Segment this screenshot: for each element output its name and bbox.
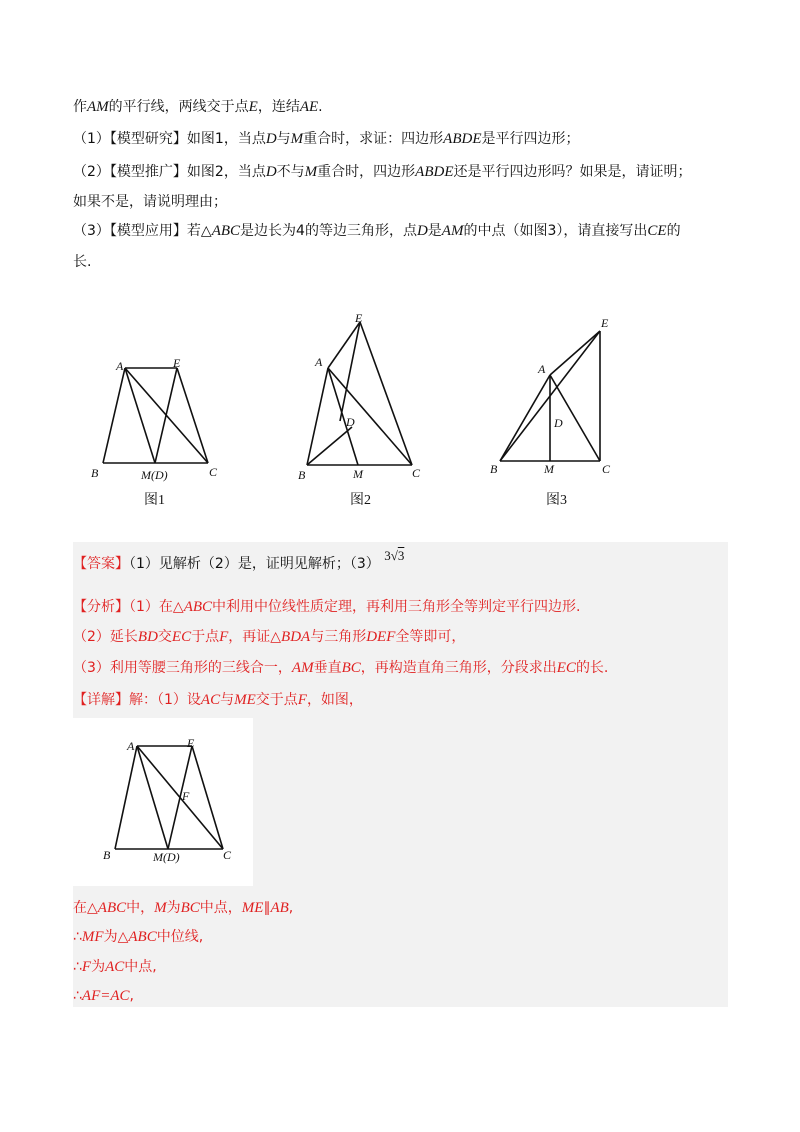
math: EC (171, 629, 192, 645)
question-2 (73, 162, 692, 182)
text: 作 (73, 99, 87, 115)
text: ∴ (73, 959, 82, 975)
text: 中利用中位线性质定理，再利用三角形全等判定平行四边形. (212, 599, 581, 615)
text: 中， (126, 900, 155, 916)
text: 解：（1）设 (129, 692, 201, 708)
math: M (290, 131, 304, 147)
question-3 (73, 221, 681, 241)
math: E (248, 99, 258, 115)
text: 长. (73, 254, 92, 270)
text: 为 (91, 959, 106, 975)
label-MD: M(D) (141, 468, 168, 482)
text: 的中点（如图3），请直接写出 (463, 223, 648, 239)
detail-line-intro (73, 690, 363, 710)
detail-step-4 (73, 986, 134, 1006)
text: 如果不是，请说明理由； (73, 194, 227, 210)
math: ABDE (443, 131, 482, 147)
text: ，连结 (257, 99, 300, 115)
math: F (81, 959, 92, 975)
text: 全等即可， (395, 629, 466, 645)
figure-2-svg (290, 308, 430, 483)
detail-step-3 (73, 957, 157, 977)
label-E: E (355, 311, 363, 325)
math: ABDE (415, 164, 454, 180)
text: 为 (166, 900, 181, 916)
text: , (129, 988, 134, 1004)
figure-1-svg (85, 352, 225, 482)
text: 重合时，四边形 (317, 164, 416, 180)
label-M: M (353, 467, 363, 481)
math: AM (441, 223, 464, 239)
question-2-cont (73, 192, 227, 212)
text: 不与 (276, 164, 305, 180)
text: 与 (220, 692, 235, 708)
answer-radicand: 3 (397, 548, 405, 563)
text: 重合时，求证：四边形 (303, 131, 444, 147)
analysis-tag: 【分析】 (73, 599, 129, 615)
text: 还是平行四边形吗？如果是，请证明； (453, 164, 692, 180)
math: EC (556, 660, 576, 676)
text: 是平行四边形； (481, 131, 580, 147)
math: F (219, 629, 229, 645)
label-A: A (538, 362, 546, 376)
figure-1 (85, 352, 225, 482)
math: ABC (183, 599, 213, 615)
text: ∥ (263, 900, 271, 916)
math: D (265, 131, 277, 147)
label-A: A (127, 739, 135, 753)
text: 中点, (124, 959, 157, 975)
question-1 (73, 129, 580, 149)
math: D (265, 164, 277, 180)
label-A: A (116, 359, 124, 373)
math: AB (270, 900, 289, 916)
text: ，再构造直角三角形，分段求出 (360, 660, 557, 676)
analysis-line-2 (73, 627, 465, 647)
label-M: M (544, 462, 554, 476)
math: AM (291, 660, 314, 676)
text: （3）【模型应用】若△ (73, 223, 212, 239)
detail-tag: 【详解】 (73, 692, 129, 708)
math: MF (81, 929, 104, 945)
label-C: C (223, 848, 232, 862)
figure-3 (486, 313, 626, 483)
text: , (288, 900, 294, 916)
answer-value: 3√3 (384, 548, 405, 563)
text: 与三角形 (310, 629, 367, 645)
math: DEF (366, 629, 396, 645)
solution-figure (95, 732, 245, 872)
detail-step-2 (73, 927, 203, 947)
text: 于点 (191, 629, 220, 645)
question-3-cont (73, 252, 91, 272)
math: AF=AC (81, 988, 130, 1004)
text: 的平行线，两线交于点 (108, 99, 249, 115)
text: 的长. (575, 660, 609, 676)
label-D: D (346, 415, 355, 429)
text: （1）在△ (129, 599, 184, 615)
label-MD: M(D) (153, 850, 180, 864)
math: ABC (97, 900, 127, 916)
text: （2）【模型推广】如图2，当点 (73, 164, 266, 180)
math: BDA (281, 629, 311, 645)
math: AE (299, 99, 319, 115)
text: 与 (276, 131, 291, 147)
label-C: C (602, 462, 611, 476)
text: 中点， (199, 900, 242, 916)
figure-1-caption: 图1 (144, 493, 165, 508)
math: ME (234, 692, 256, 708)
text: . (318, 99, 323, 115)
math: F (297, 692, 307, 708)
text: 垂直 (313, 660, 342, 676)
math: ME (241, 900, 264, 916)
solution-figure-svg (95, 732, 245, 872)
label-B: B (490, 462, 498, 476)
label-C: C (412, 466, 421, 480)
label-B: B (91, 466, 99, 480)
label-E: E (173, 356, 181, 370)
text: （1）【模型研究】如图1，当点 (73, 131, 266, 147)
problem-line-0 (73, 97, 323, 117)
text: 中位线, (156, 929, 204, 945)
figure-2 (290, 308, 430, 483)
answer-line (73, 548, 405, 574)
answer-tag: 【答案】 (73, 556, 129, 572)
label-F: F (182, 789, 190, 803)
math: CE (647, 223, 667, 239)
math: M (304, 164, 318, 180)
text: 交于点 (255, 692, 298, 708)
math: BD (137, 629, 158, 645)
text: 是 (427, 223, 442, 239)
math: D (416, 223, 428, 239)
label-D: D (554, 416, 563, 430)
label-E: E (187, 736, 195, 750)
figure-3-svg (486, 313, 626, 483)
math: M (154, 900, 167, 916)
math: AM (87, 99, 109, 115)
text: ，再证△ (228, 629, 282, 645)
analysis-line-3 (73, 658, 608, 678)
answer-coef: 3 (384, 548, 391, 563)
math: AC (105, 959, 125, 975)
label-A: A (315, 355, 323, 369)
analysis-line-1 (73, 597, 580, 617)
label-E: E (601, 316, 609, 330)
math: ABC (128, 929, 157, 945)
math: BC (341, 660, 361, 676)
text: ，如图， (306, 692, 363, 708)
answer-text: （1）见解析（2）是，证明见解析；（3） (129, 556, 380, 572)
text: ∴ (73, 929, 82, 945)
text: 是边长为4的等边三角形，点 (240, 223, 417, 239)
text: 在△ (73, 900, 98, 916)
text: 交 (157, 629, 172, 645)
figure-3-caption: 图3 (546, 493, 567, 508)
text: 为△ (103, 929, 129, 945)
label-C: C (209, 465, 218, 479)
text: ∴ (73, 988, 82, 1004)
label-B: B (103, 848, 111, 862)
math: ABC (211, 223, 241, 239)
text: （2）延长 (73, 629, 138, 645)
math: AC (200, 692, 221, 708)
math: BC (180, 900, 200, 916)
figure-2-caption: 图2 (350, 493, 371, 508)
text: （3）利用等腰三角形的三线合一， (73, 660, 292, 676)
label-B: B (298, 468, 306, 482)
detail-step-1 (73, 898, 293, 918)
text: 的 (666, 223, 681, 239)
